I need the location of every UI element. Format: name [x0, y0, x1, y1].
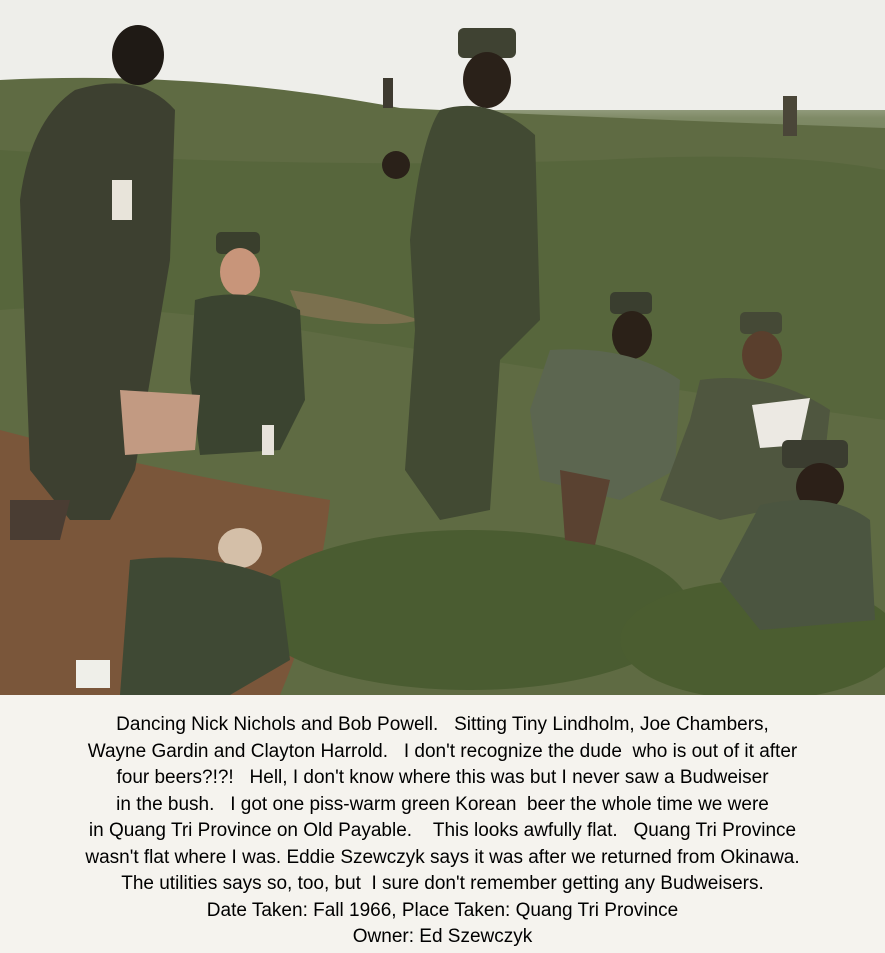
caption-line: The utilities says so, too, but I sure don't remember getting any Budweisers. [121, 873, 764, 894]
distant-figure [783, 96, 797, 136]
foreground-shrubs [250, 530, 690, 690]
caption-owner: Owner: Ed Szewczyk [352, 926, 533, 947]
caption-line: four beers?!?! Hell, I don't know where this was but I never saw a Budweiser [116, 767, 769, 788]
photo-caption [0, 712, 885, 947]
caption-date-place: Date Taken: Fall 1966, Place Taken: Quang Tri Province [206, 899, 679, 921]
caption-line: Wayne Gardin and Clayton Harrold. I don't recognize the dude who is out of it after [87, 740, 798, 762]
caption-line: in Quang Tri Province on Old Payable. This looks awfully flat. Quang Tri Province [88, 820, 797, 841]
distant-figure [383, 78, 393, 108]
caption-line: Dancing Nick Nichols and Bob Powell. Sitting Tiny Lindholm, Joe Chambers, [116, 714, 769, 735]
caption-line: in the bush. I got one piss-warm green Korean beer the whole time we were [116, 793, 769, 815]
caption-line: wasn't flat where I was. Eddie Szewczyk says it was after we returned from Okinawa. [85, 846, 800, 868]
